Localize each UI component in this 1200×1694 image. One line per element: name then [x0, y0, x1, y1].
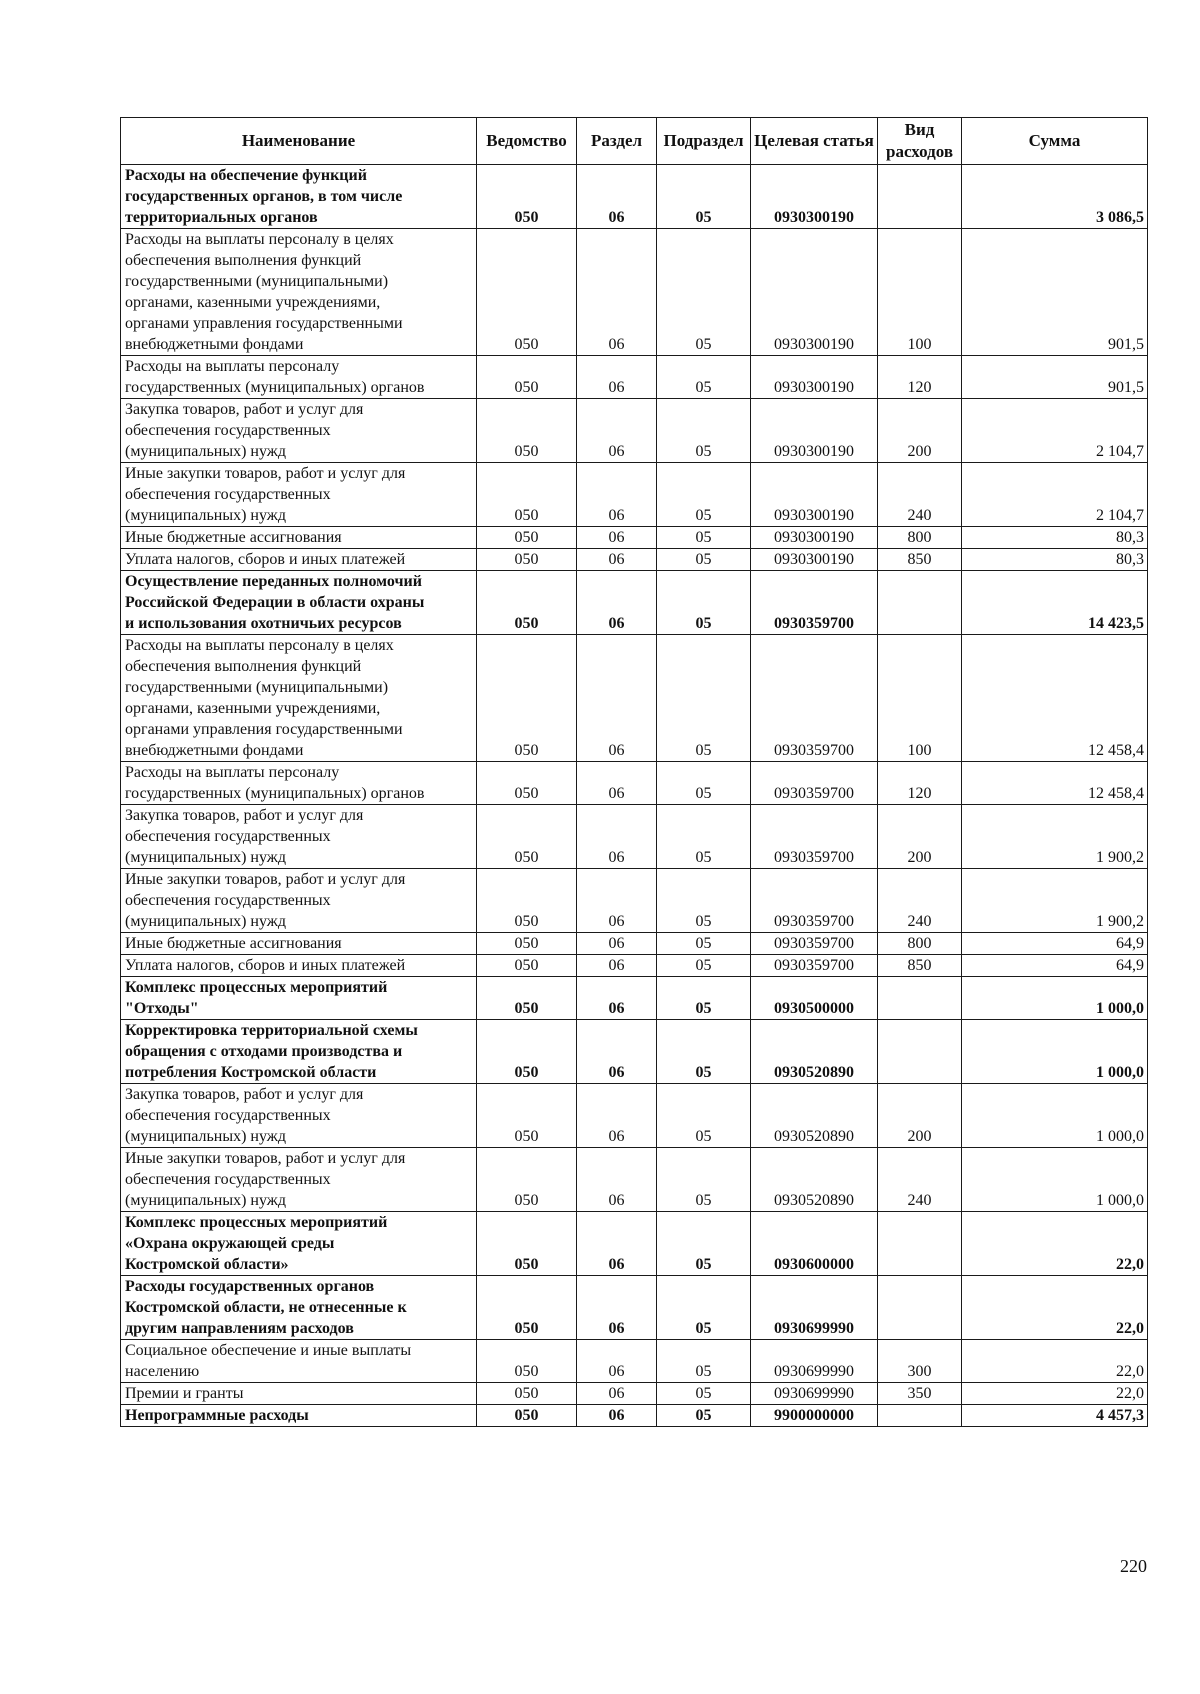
row-section-cell: 06	[577, 527, 657, 549]
row-name-cell: Расходы государственных органов Костромской области, не отнесенные к другим направлениям расходов	[121, 1276, 477, 1340]
header-section: Раздел	[577, 118, 657, 165]
row-subsection-cell: 05	[657, 1340, 751, 1383]
row-department-cell: 050	[477, 933, 577, 955]
row-expense-kind-cell: 100	[878, 229, 962, 356]
row-subsection-cell: 05	[657, 527, 751, 549]
table-row	[121, 805, 1148, 869]
row-target-article-cell: 0930500000	[751, 977, 878, 1020]
row-department-cell: 050	[477, 571, 577, 635]
row-subsection-cell: 05	[657, 356, 751, 399]
row-name-cell: Иные закупки товаров, работ и услуг для обеспечения государственных (муниципальных) нужд	[121, 1148, 477, 1212]
row-department-cell: 050	[477, 805, 577, 869]
row-subsection-cell: 05	[657, 1405, 751, 1427]
row-name-cell: Социальное обеспечение и иные выплаты населению	[121, 1340, 477, 1383]
row-expense-kind-cell	[878, 1276, 962, 1340]
row-department-cell: 050	[477, 869, 577, 933]
row-expense-kind-cell: 800	[878, 933, 962, 955]
table-row	[121, 463, 1148, 527]
row-sum-cell: 901,5	[962, 229, 1148, 356]
header-subsection: Подраздел	[657, 118, 751, 165]
table-row	[121, 1383, 1148, 1405]
row-sum-cell: 1 000,0	[962, 977, 1148, 1020]
row-department-cell: 050	[477, 229, 577, 356]
header-name: Наименование	[121, 118, 477, 165]
table-row	[121, 229, 1148, 356]
row-section-cell: 06	[577, 1383, 657, 1405]
row-sum-cell: 2 104,7	[962, 399, 1148, 463]
row-subsection-cell: 05	[657, 571, 751, 635]
row-section-cell: 06	[577, 1276, 657, 1340]
row-name-cell: Осуществление переданных полномочий Российской Федерации в области охраны и использования охотничьих ресурсов	[121, 571, 477, 635]
row-subsection-cell: 05	[657, 635, 751, 762]
row-sum-cell: 64,9	[962, 955, 1148, 977]
row-department-cell: 050	[477, 1340, 577, 1383]
row-section-cell: 06	[577, 356, 657, 399]
row-expense-kind-cell: 300	[878, 1340, 962, 1383]
row-sum-cell: 901,5	[962, 356, 1148, 399]
row-subsection-cell: 05	[657, 805, 751, 869]
table-row	[121, 1340, 1148, 1383]
row-target-article-cell: 0930300190	[751, 356, 878, 399]
row-expense-kind-cell: 850	[878, 955, 962, 977]
row-target-article-cell: 9900000000	[751, 1405, 878, 1427]
row-section-cell: 06	[577, 1148, 657, 1212]
table-row	[121, 399, 1148, 463]
row-name-cell: Уплата налогов, сборов и иных платежей	[121, 955, 477, 977]
row-department-cell: 050	[477, 762, 577, 805]
row-target-article-cell: 0930359700	[751, 933, 878, 955]
row-sum-cell: 1 900,2	[962, 805, 1148, 869]
row-department-cell: 050	[477, 1405, 577, 1427]
row-department-cell: 050	[477, 463, 577, 527]
row-expense-kind-cell	[878, 1212, 962, 1276]
row-target-article-cell: 0930699990	[751, 1276, 878, 1340]
table-row	[121, 977, 1148, 1020]
table-row	[121, 1020, 1148, 1084]
row-section-cell: 06	[577, 869, 657, 933]
row-subsection-cell: 05	[657, 549, 751, 571]
row-sum-cell: 3 086,5	[962, 165, 1148, 229]
row-name-cell: Иные закупки товаров, работ и услуг для обеспечения государственных (муниципальных) нужд	[121, 463, 477, 527]
row-subsection-cell: 05	[657, 869, 751, 933]
row-target-article-cell: 0930600000	[751, 1212, 878, 1276]
row-subsection-cell: 05	[657, 463, 751, 527]
row-department-cell: 050	[477, 1020, 577, 1084]
row-expense-kind-cell: 120	[878, 762, 962, 805]
table-row	[121, 1405, 1148, 1427]
row-department-cell: 050	[477, 1276, 577, 1340]
row-target-article-cell: 0930300190	[751, 527, 878, 549]
row-department-cell: 050	[477, 165, 577, 229]
row-target-article-cell: 0930300190	[751, 399, 878, 463]
row-name-cell: Непрограммные расходы	[121, 1405, 477, 1427]
row-department-cell: 050	[477, 527, 577, 549]
row-expense-kind-cell	[878, 571, 962, 635]
row-sum-cell: 12 458,4	[962, 635, 1148, 762]
row-department-cell: 050	[477, 399, 577, 463]
row-target-article-cell: 0930359700	[751, 955, 878, 977]
row-target-article-cell: 0930520890	[751, 1084, 878, 1148]
row-section-cell: 06	[577, 463, 657, 527]
row-subsection-cell: 05	[657, 1020, 751, 1084]
row-section-cell: 06	[577, 762, 657, 805]
row-sum-cell: 22,0	[962, 1212, 1148, 1276]
table-row	[121, 635, 1148, 762]
row-name-cell: Закупка товаров, работ и услуг для обеспечения государственных (муниципальных) нужд	[121, 805, 477, 869]
row-name-cell: Расходы на обеспечение функций государственных органов, в том числе территориальных органов	[121, 165, 477, 229]
row-target-article-cell: 0930359700	[751, 762, 878, 805]
row-expense-kind-cell: 850	[878, 549, 962, 571]
row-target-article-cell: 0930359700	[751, 571, 878, 635]
row-sum-cell: 12 458,4	[962, 762, 1148, 805]
row-target-article-cell: 0930300190	[751, 229, 878, 356]
row-name-cell: Расходы на выплаты персоналу в целях обеспечения выполнения функций государственными (муниципальными) органами, казенными учреждениями, органами управления государственными внебюджетными фондами	[121, 635, 477, 762]
row-section-cell: 06	[577, 805, 657, 869]
header-target-article: Целевая статья	[751, 118, 878, 165]
row-department-cell: 050	[477, 1148, 577, 1212]
row-section-cell: 06	[577, 399, 657, 463]
row-sum-cell: 1 000,0	[962, 1084, 1148, 1148]
row-target-article-cell: 0930699990	[751, 1340, 878, 1383]
row-target-article-cell: 0930300190	[751, 165, 878, 229]
row-sum-cell: 64,9	[962, 933, 1148, 955]
row-section-cell: 06	[577, 1340, 657, 1383]
row-subsection-cell: 05	[657, 165, 751, 229]
row-expense-kind-cell: 240	[878, 463, 962, 527]
row-subsection-cell: 05	[657, 1276, 751, 1340]
row-section-cell: 06	[577, 229, 657, 356]
row-sum-cell: 1 000,0	[962, 1148, 1148, 1212]
row-target-article-cell: 0930359700	[751, 805, 878, 869]
row-subsection-cell: 05	[657, 229, 751, 356]
row-name-cell: Расходы на выплаты персоналу в целях обеспечения выполнения функций государственными (муниципальными) органами, казенными учреждениями, органами управления государственными внебюджетными фондами	[121, 229, 477, 356]
row-subsection-cell: 05	[657, 1383, 751, 1405]
row-name-cell: Расходы на выплаты персоналу государственных (муниципальных) органов	[121, 356, 477, 399]
row-subsection-cell: 05	[657, 762, 751, 805]
row-sum-cell: 4 457,3	[962, 1405, 1148, 1427]
row-name-cell: Корректировка территориальной схемы обращения с отходами производства и потребления Костромской области	[121, 1020, 477, 1084]
row-expense-kind-cell: 200	[878, 399, 962, 463]
table-row	[121, 527, 1148, 549]
row-section-cell: 06	[577, 1020, 657, 1084]
header-expense-kind: Вид расходов	[878, 118, 962, 165]
row-sum-cell: 80,3	[962, 549, 1148, 571]
table-row	[121, 165, 1148, 229]
row-sum-cell: 22,0	[962, 1340, 1148, 1383]
row-expense-kind-cell: 120	[878, 356, 962, 399]
row-subsection-cell: 05	[657, 1084, 751, 1148]
row-name-cell: Премии и гранты	[121, 1383, 477, 1405]
row-target-article-cell: 0930520890	[751, 1020, 878, 1084]
table-header-row	[121, 118, 1148, 165]
row-subsection-cell: 05	[657, 1212, 751, 1276]
row-name-cell: Уплата налогов, сборов и иных платежей	[121, 549, 477, 571]
row-section-cell: 06	[577, 1405, 657, 1427]
table-row	[121, 1148, 1148, 1212]
row-department-cell: 050	[477, 635, 577, 762]
row-target-article-cell: 0930300190	[751, 463, 878, 527]
row-expense-kind-cell: 200	[878, 805, 962, 869]
row-sum-cell: 22,0	[962, 1276, 1148, 1340]
row-section-cell: 06	[577, 165, 657, 229]
row-target-article-cell: 0930359700	[751, 869, 878, 933]
row-name-cell: Комплекс процессных мероприятий «Охрана окружающей среды Костромской области»	[121, 1212, 477, 1276]
row-sum-cell: 2 104,7	[962, 463, 1148, 527]
row-expense-kind-cell: 800	[878, 527, 962, 549]
row-name-cell: Комплекс процессных мероприятий "Отходы"	[121, 977, 477, 1020]
table-row	[121, 549, 1148, 571]
row-name-cell: Иные бюджетные ассигнования	[121, 527, 477, 549]
row-name-cell: Расходы на выплаты персоналу государственных (муниципальных) органов	[121, 762, 477, 805]
row-sum-cell: 14 423,5	[962, 571, 1148, 635]
table-row	[121, 1212, 1148, 1276]
row-name-cell: Закупка товаров, работ и услуг для обеспечения государственных (муниципальных) нужд	[121, 399, 477, 463]
row-section-cell: 06	[577, 955, 657, 977]
table-body	[121, 165, 1148, 1427]
row-section-cell: 06	[577, 933, 657, 955]
header-department: Ведомство	[477, 118, 577, 165]
row-name-cell: Иные закупки товаров, работ и услуг для обеспечения государственных (муниципальных) нужд	[121, 869, 477, 933]
table-row	[121, 955, 1148, 977]
budget-expenditure-table	[120, 117, 1148, 1427]
row-expense-kind-cell	[878, 165, 962, 229]
row-department-cell: 050	[477, 549, 577, 571]
row-expense-kind-cell: 200	[878, 1084, 962, 1148]
row-sum-cell: 80,3	[962, 527, 1148, 549]
row-expense-kind-cell: 100	[878, 635, 962, 762]
table-row	[121, 1084, 1148, 1148]
row-target-article-cell: 0930300190	[751, 549, 878, 571]
row-subsection-cell: 05	[657, 933, 751, 955]
row-expense-kind-cell: 240	[878, 1148, 962, 1212]
row-sum-cell: 1 000,0	[962, 1020, 1148, 1084]
row-department-cell: 050	[477, 955, 577, 977]
row-section-cell: 06	[577, 549, 657, 571]
row-target-article-cell: 0930520890	[751, 1148, 878, 1212]
header-sum: Сумма	[962, 118, 1148, 165]
row-section-cell: 06	[577, 1212, 657, 1276]
row-name-cell: Иные бюджетные ассигнования	[121, 933, 477, 955]
table-row	[121, 1276, 1148, 1340]
row-expense-kind-cell	[878, 977, 962, 1020]
row-department-cell: 050	[477, 1212, 577, 1276]
row-target-article-cell: 0930699990	[751, 1383, 878, 1405]
row-section-cell: 06	[577, 977, 657, 1020]
row-sum-cell: 1 900,2	[962, 869, 1148, 933]
row-department-cell: 050	[477, 1084, 577, 1148]
row-expense-kind-cell: 240	[878, 869, 962, 933]
table-row	[121, 869, 1148, 933]
table-row	[121, 356, 1148, 399]
row-subsection-cell: 05	[657, 977, 751, 1020]
row-section-cell: 06	[577, 571, 657, 635]
row-target-article-cell: 0930359700	[751, 635, 878, 762]
row-sum-cell: 22,0	[962, 1383, 1148, 1405]
row-subsection-cell: 05	[657, 1148, 751, 1212]
table-row	[121, 933, 1148, 955]
row-department-cell: 050	[477, 356, 577, 399]
row-section-cell: 06	[577, 1084, 657, 1148]
row-department-cell: 050	[477, 977, 577, 1020]
row-subsection-cell: 05	[657, 399, 751, 463]
table-row	[121, 762, 1148, 805]
row-expense-kind-cell: 350	[878, 1383, 962, 1405]
row-subsection-cell: 05	[657, 955, 751, 977]
table-row	[121, 571, 1148, 635]
row-expense-kind-cell	[878, 1405, 962, 1427]
row-section-cell: 06	[577, 635, 657, 762]
page-number: 220	[1120, 1556, 1147, 1576]
row-expense-kind-cell	[878, 1020, 962, 1084]
row-department-cell: 050	[477, 1383, 577, 1405]
row-name-cell: Закупка товаров, работ и услуг для обеспечения государственных (муниципальных) нужд	[121, 1084, 477, 1148]
